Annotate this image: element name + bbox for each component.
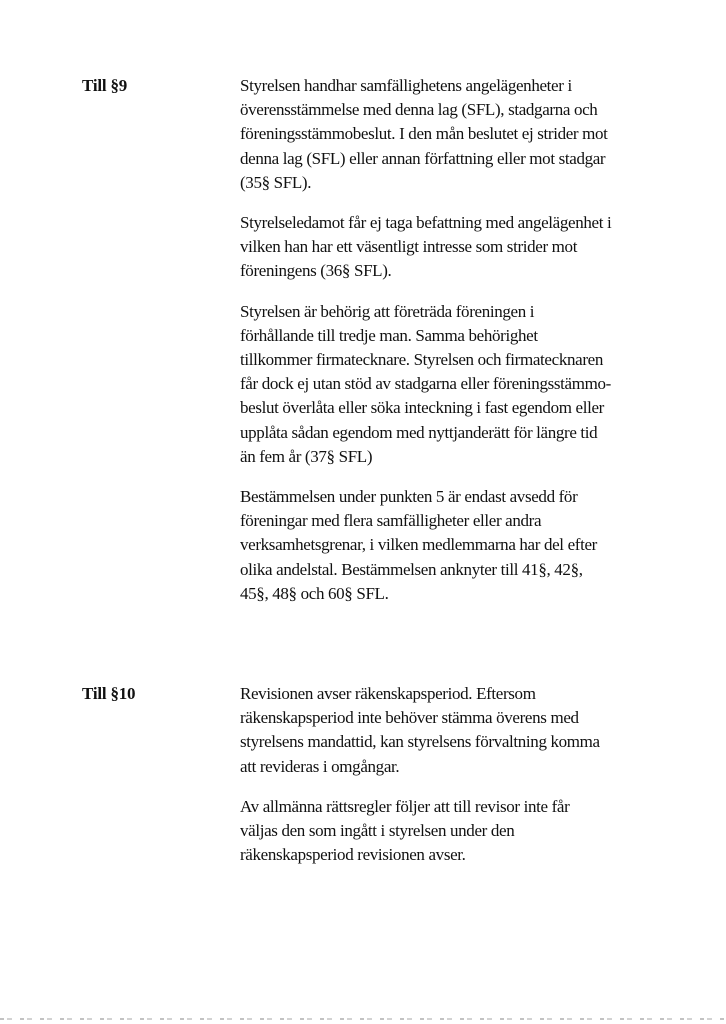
text-line: att revideras i omgångar. — [240, 756, 400, 776]
text-line: Styrelsen handhar samfällighetens angelägenheter i — [240, 76, 572, 95]
paragraph — [240, 795, 640, 868]
section-heading: Till §9 — [82, 76, 128, 95]
text-line: Styrelsen är behörig att företräda föreningen i — [240, 301, 535, 321]
text-line: beslut överlåta eller söka inteckning i fast egendom eller — [240, 398, 604, 418]
paragraph — [240, 74, 640, 195]
text-line: denna lag (SFL) eller annan författning eller mot stadgar — [240, 148, 606, 168]
text-line: 45§, 48§ och 60§ SFL. — [240, 583, 389, 603]
text-line: Revisionen avser räkenskapsperiod. Eftersom — [240, 684, 536, 703]
text-line: Av allmänna rättsregler följer att till revisor inte får — [240, 796, 570, 816]
text-line: förhållande till tredje man. Samma behörighet — [240, 325, 538, 345]
text-line: Styrelseledamot får ej taga befattning med angelägenhet i — [240, 213, 612, 233]
paragraph — [240, 682, 640, 779]
text-line: Bestämmelsen under punkten 5 är endast avsedd för — [240, 487, 578, 507]
text-line: vilken han har ett väsentligt intresse som strider mot — [240, 237, 578, 257]
text-line: tillkommer firmatecknare. Styrelsen och firmatecknaren — [240, 350, 603, 370]
text-line: än fem år (37§ SFL) — [240, 446, 373, 466]
text-line: räkenskapsperiod inte behöver stämma överens med — [240, 708, 579, 728]
text-line: upplåta sådan egendom med nyttjanderätt för längre tid — [240, 422, 598, 442]
text-line: föreningar med flera samfälligheter eller andra — [240, 511, 542, 531]
text-line: överensstämmelse med denna lag (SFL), stadgarna och — [240, 100, 598, 120]
paragraph — [240, 211, 640, 284]
section-body — [240, 682, 640, 883]
text-line: får dock ej utan stöd av stadgarna eller föreningsstämmo- — [240, 374, 611, 394]
text-line: olika andelstal. Bestämmelsen anknyter till 41§, 42§, — [240, 559, 583, 579]
text-line: väljas den som ingått i styrelsen under den — [240, 821, 515, 841]
paragraph — [240, 485, 640, 606]
text-line: föreningens (36§ SFL). — [240, 261, 392, 281]
paragraph — [240, 300, 640, 469]
text-line: (35§ SFL). — [240, 172, 312, 192]
scan-edge-divider — [0, 1018, 726, 1020]
section-body — [240, 74, 640, 622]
text-line: föreningsstämmobeslut. I den mån beslutet ej strider mot — [240, 124, 608, 144]
section-heading: Till §10 — [82, 684, 136, 703]
text-line: styrelsens mandattid, kan styrelsens förvaltning komma — [240, 732, 600, 752]
text-line: verksamhetsgrenar, i vilken medlemmarna har del efter — [240, 535, 597, 555]
text-line: räkenskapsperiod revisionen avser. — [240, 845, 466, 865]
